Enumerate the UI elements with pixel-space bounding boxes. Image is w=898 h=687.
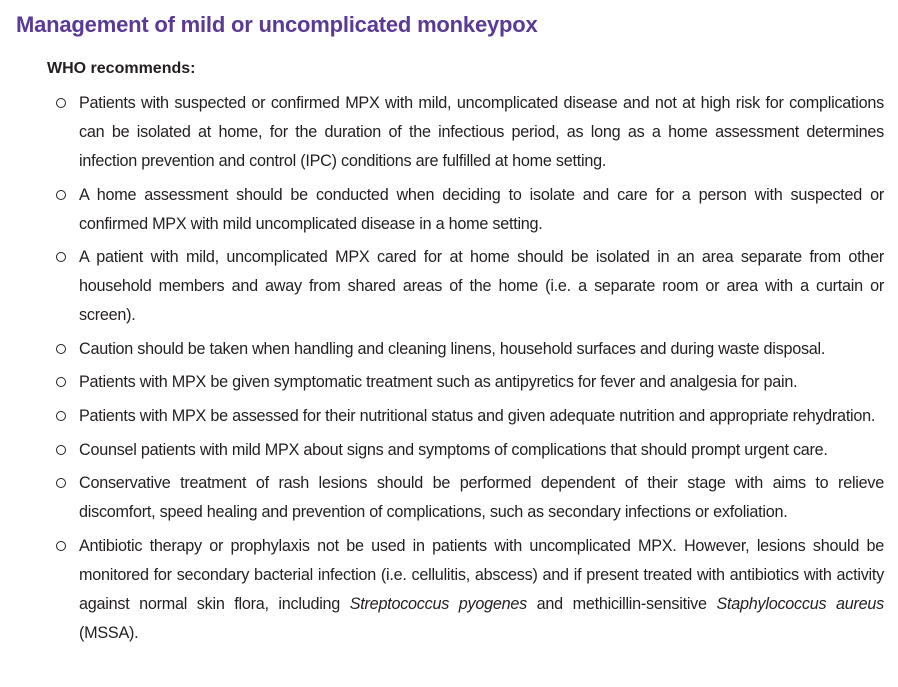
list-item — [56, 368, 884, 397]
list-item-text: Patients with MPX be given symptomatic treatment such as antipyretics for fever and analgesia for pain. — [79, 373, 798, 392]
species-name-italic: Streptococcus pyogenes — [349, 594, 527, 613]
list-item — [56, 243, 884, 330]
hollow-circle-bullet-icon — [56, 445, 66, 455]
hollow-circle-bullet-icon — [56, 478, 66, 488]
list-item — [56, 181, 884, 239]
hollow-circle-bullet-icon — [56, 411, 66, 421]
hollow-circle-bullet-icon — [56, 190, 66, 200]
list-item — [56, 469, 884, 527]
list-item — [56, 89, 884, 176]
subheading: WHO recommends: — [47, 60, 196, 77]
hollow-circle-bullet-icon — [56, 541, 66, 551]
list-item-text: A home assessment should be conducted when deciding to isolate and care for a person with suspected or confirmed MPX with mild uncomplicated disease in a home setting. — [79, 185, 884, 233]
hollow-circle-bullet-icon — [56, 252, 66, 262]
list-item-text-segment: and methicillin-sensitive — [526, 594, 717, 613]
species-name-italic: Staphylococcus aureus — [716, 594, 885, 613]
list-item-text: Conservative treatment of rash lesions should be performed dependent of their stage with aims to relieve discomfort, speed healing and prevention of complications, such as secondary infections or exfoliation. — [79, 474, 884, 522]
list-item-text: Patients with suspected or confirmed MPX with mild, uncomplicated disease and not at high risk for complications can be isolated at home, for the duration of the infectious period, as long as a home assessment determines infection prevention and control (IPC) conditions are fulfilled at home setting. — [79, 94, 884, 170]
list-item — [56, 402, 884, 431]
list-item-text — [79, 537, 884, 642]
list-item — [56, 532, 884, 648]
list-item-text: Patients with MPX be assessed for their nutritional status and given adequate nutrition and appropriate rehydration. — [79, 406, 876, 425]
hollow-circle-bullet-icon — [56, 344, 66, 354]
list-item-text: Caution should be taken when handling and cleaning linens, household surfaces and during waste disposal. — [79, 339, 826, 358]
section-title: Management of mild or uncomplicated monkeypox — [16, 12, 538, 37]
hollow-circle-bullet-icon — [56, 377, 66, 387]
list-item-text: A patient with mild, uncomplicated MPX cared for at home should be isolated in an area separate from other household members and away from shared areas of the home (i.e. a separate room or area with a curtain or screen). — [79, 248, 884, 325]
list-item — [56, 335, 884, 364]
hollow-circle-bullet-icon — [56, 98, 66, 108]
recommendations-list — [56, 89, 884, 652]
list-item — [56, 436, 884, 465]
list-item-text-segment: (MSSA). — [79, 623, 139, 642]
list-item-text-segment: Antibiotic therapy or prophylaxis not be used in patients with uncomplicated MPX. However, lesions should be monitored for secondary bacterial infection (i.e. cellulitis, abscess) and if present treated with antibiotics with activity against normal skin flora, including — [79, 536, 884, 613]
list-item-text: Counsel patients with mild MPX about signs and symptoms of complications that should prompt urgent care. — [79, 440, 828, 459]
